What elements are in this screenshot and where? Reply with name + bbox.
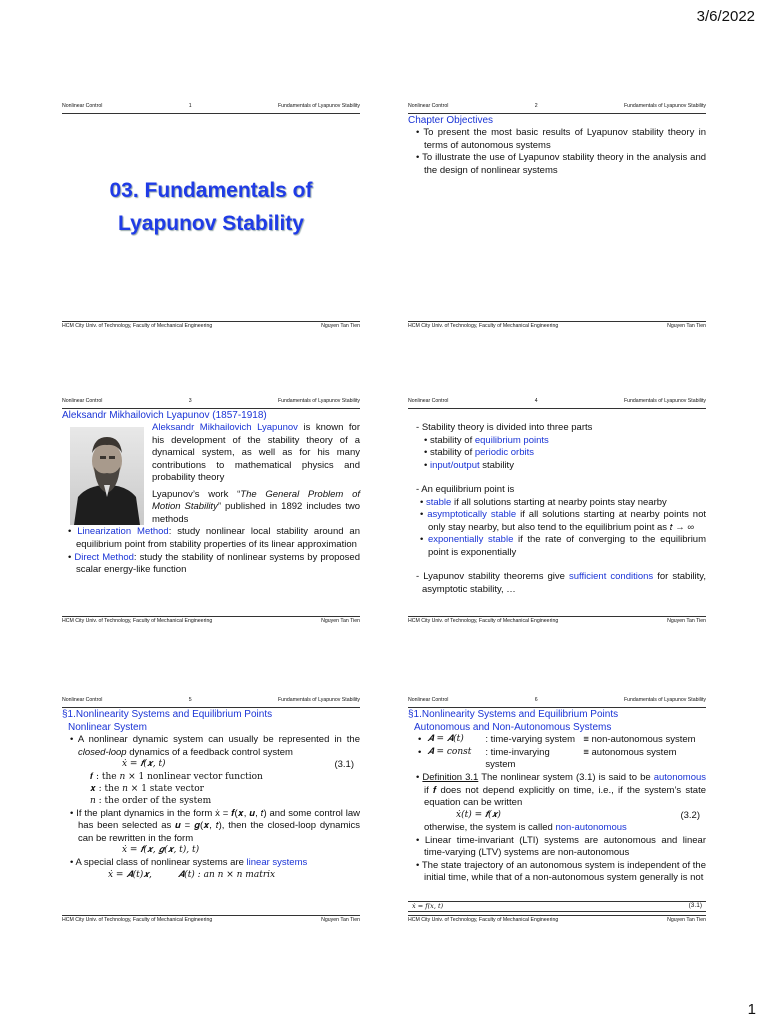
bullet-text: : time-varying system: [485, 734, 576, 746]
bullet-text: To present the most basic results of Lyapunov stability theory in terms of autonomous systems: [423, 127, 706, 151]
bullet-text: A nonlinear dynamic system can usually be represented in the: [77, 734, 360, 746]
work-suffix: ” published in 1892 includes two methods: [152, 501, 361, 525]
equation: 𝑨 = 𝑨(𝑡): [427, 734, 464, 745]
topic-name: Fundamentals of Lyapunov Stability: [277, 398, 360, 404]
term-text: if the rate of converging to the equilibrium point is exponentially: [428, 534, 707, 558]
bullet-italic: closed-loop: [78, 746, 127, 758]
bullet-text: if 𝒇 does not depend explicitly on time, i.e., if the system’s state equation can be written: [424, 784, 706, 809]
slide-number: 3: [188, 398, 192, 404]
slide-number: 1: [188, 103, 192, 109]
slide-number: 2: [534, 103, 538, 109]
print-date: 3/6/2022: [696, 8, 755, 25]
slide-6: [408, 697, 706, 925]
list-item: - Stability theory is divided into three parts: [416, 422, 593, 433]
course-name: Nonlinear Control: [62, 398, 103, 404]
author-name: Nguyen Tan Tien: [321, 323, 360, 329]
definition-term: non-autonomous: [555, 822, 627, 834]
author-name: Nguyen Tan Tien: [667, 917, 706, 923]
list-item: • stability of periodic orbits: [424, 447, 534, 459]
author-name: Nguyen Tan Tien: [321, 618, 360, 624]
topic-name: Fundamentals of Lyapunov Stability: [623, 697, 706, 703]
bullet-text: The nonlinear system (3.1) is said to be: [478, 771, 654, 783]
slide-subheading: Autonomous and Non-Autonomous Systems: [414, 722, 612, 734]
chapter-title: [62, 175, 360, 240]
list-item: • stable if all solutions starting at nearby points stay nearby: [420, 496, 667, 508]
slide-heading: §1.Nonlinearity Systems and Equilibrium Points: [408, 709, 619, 720]
slide-footer: [62, 616, 360, 625]
list-item: • A special class of nonlinear systems are linear systems: [70, 857, 308, 869]
definition-label: Definition 3.1: [422, 771, 479, 783]
otherwise-text: [408, 822, 706, 835]
school-name: HCM City Univ. of Technology, Faculty of Mechanical Engineering: [408, 323, 559, 329]
author-name: Nguyen Tan Tien: [667, 618, 706, 624]
method-text: : study nonlinear local stability around an equilibrium point from stability properties of its linear approximation: [76, 526, 360, 550]
definition-item: 𝒙 : the 𝑛 × 1 state vector: [90, 783, 204, 794]
equation: ẋ = 𝒇(𝒙, 𝑡): [122, 759, 166, 770]
slide-header: [408, 697, 706, 708]
topic-name: Fundamentals of Lyapunov Stability: [623, 398, 706, 404]
slide-footer: [62, 915, 360, 924]
equation-linear: [62, 870, 360, 882]
bullet-text: ≡ autonomous system: [583, 746, 677, 758]
topic-name: Fundamentals of Lyapunov Stability: [623, 103, 706, 109]
bio-paragraph: [152, 422, 360, 485]
list-item: • 𝑨 = 𝑨(𝑡) : time-varying system ≡ non-autonomous system: [418, 734, 696, 746]
bullet-text: : time-invarying system: [485, 746, 550, 771]
term-text: if all solutions starting at nearby points not only stay nearby, but also tend to the equilibrium point as 𝑡 → ∞: [428, 509, 706, 533]
chapter-title-line-2: Lyapunov Stability: [118, 211, 304, 235]
definition-list: [62, 772, 360, 808]
list-item: • The state trajectory of an autonomous system is independent of the initial time, while that of a non-autonomous system generally is not: [416, 859, 706, 884]
part-term: equilibrium points: [474, 434, 549, 446]
slide-body: [62, 708, 360, 881]
slide-header: [408, 398, 706, 409]
definition-item: 𝒇 : the 𝑛 × 1 nonlinear vector function: [90, 771, 263, 782]
slide-footer: [408, 616, 706, 625]
author-name: Nguyen Tan Tien: [321, 917, 360, 923]
theorem-text: Lyapunov stability theorems give: [423, 571, 570, 583]
school-name: HCM City Univ. of Technology, Faculty of Mechanical Engineering: [408, 618, 559, 624]
list-item: • 𝑨 = 𝑐𝑜𝑛𝑠𝑡 : time-invarying system ≡ autonomous system: [418, 746, 677, 771]
bio-text: is known for his development of the stability theory of a dynamical system, as well as for his many contributions to mathematical physics and probability theory: [152, 422, 360, 484]
definition-item: 𝑛 : the order of the system: [90, 795, 212, 806]
slide-header: [62, 103, 360, 114]
bullet-text: To illustrate the use of Lyapunov stability theory in the analysis and the design of nonlinear systems: [422, 152, 707, 176]
equation-number: (3.1): [334, 759, 354, 771]
term-asymptotic: asymptotically stable: [427, 509, 517, 521]
list-item: • exponentially stable if the rate of converging to the equilibrium point is exponentially: [420, 534, 707, 558]
equation-3-1: [62, 759, 360, 772]
term-exponential: exponentially stable: [427, 534, 514, 546]
list-item: • To illustrate the use of Lyapunov stability theory in the analysis and the design of nonlinear systems: [416, 152, 707, 176]
part-text: stability of: [429, 447, 475, 459]
slide-footer: [408, 915, 706, 924]
page-number: 1: [747, 1001, 756, 1018]
eq-intro-text: An equilibrium point is: [421, 484, 515, 496]
school-name: HCM City Univ. of Technology, Faculty of Mechanical Engineering: [408, 917, 559, 923]
intro-text: Stability theory is divided into three parts: [421, 422, 593, 433]
part-term: periodic orbits: [474, 447, 534, 459]
work-title: The General Problem of Motion Stability: [152, 488, 360, 513]
slide-footer: [408, 321, 706, 330]
term-text: if all solutions starting at nearby points stay nearby: [451, 496, 667, 508]
lyapunov-portrait: [70, 427, 144, 525]
list-item: - An equilibrium point is: [416, 484, 515, 496]
slide-body: [408, 422, 706, 596]
school-name: HCM City Univ. of Technology, Faculty of Mechanical Engineering: [62, 618, 213, 624]
bullet-text: dynamics of a feedback control system: [126, 746, 293, 758]
slide-number: 4: [534, 398, 538, 404]
theorem-text: for stability, asymptotic stability, …: [422, 571, 706, 595]
equation: ẋ = 𝒇(𝒙, 𝒈(𝒙, 𝑡), 𝑡): [122, 845, 200, 856]
work-paragraph: [152, 489, 360, 527]
method-name: Linearization Method: [77, 526, 169, 538]
equation-reminder-box: [408, 901, 706, 912]
course-name: Nonlinear Control: [408, 697, 449, 703]
theorem-term: sufficient conditions: [569, 571, 654, 583]
topic-name: Fundamentals of Lyapunov Stability: [277, 697, 360, 703]
term-stable: stable: [425, 496, 452, 508]
bullet-text: If the plant dynamics in the form ẋ = 𝒇(𝒙, 𝒖, 𝑡) and some control law has been selected as 𝒖 = 𝒈(𝒙, 𝑡), then the closed-loop dynamics can be rewritten in the form: [76, 807, 360, 844]
list-item: • Direct Method: study the stability of nonlinear systems by proposed scalar energy-like function: [68, 551, 360, 576]
part-term: input/output: [429, 459, 480, 471]
bullet-text: The state trajectory of an autonomous system is independent of the initial time, while that of a non-autonomous system generally is not: [421, 859, 706, 884]
slide-header: [62, 697, 360, 708]
school-name: HCM City Univ. of Technology, Faculty of Mechanical Engineering: [62, 917, 213, 923]
list-item: • stability of equilibrium points: [424, 434, 549, 446]
equation-note: 𝑨(𝑡) : an 𝑛 × 𝑛 matrix: [177, 869, 276, 880]
slide-4: [408, 398, 706, 626]
list-item: • asymptotically stable if all solutions starting at nearby points not only stay nearby, but also tend to the equilibrium point as 𝑡 → ∞: [420, 509, 706, 533]
method-name: Direct Method: [74, 551, 134, 563]
author-name: Nguyen Tan Tien: [667, 323, 706, 329]
definition-term: autonomous: [653, 771, 707, 783]
topic-name: Fundamentals of Lyapunov Stability: [277, 103, 360, 109]
equation-closed-loop: [62, 845, 360, 857]
bullet-text: Linear time-invariant (LTI) systems are autonomous and linear time-varying (LTV) systems are non-autonomous: [424, 834, 706, 859]
part-text: stability: [479, 459, 514, 471]
equation: ẋ(𝑡) = 𝒇(𝒙): [456, 809, 501, 820]
bio-name: Aleksandr Mikhailovich Lyapunov: [152, 422, 298, 434]
slide-subheading: Nonlinear System: [68, 722, 147, 734]
course-name: Nonlinear Control: [408, 103, 449, 109]
bullet-text: A special class of nonlinear systems are: [75, 857, 247, 869]
slide-heading: Chapter Objectives: [408, 115, 494, 126]
equation-3-2: [408, 810, 706, 823]
equation-number: (3.1): [688, 902, 702, 909]
equation: ẋ = 𝑓(𝑥, 𝑡): [412, 902, 444, 910]
method-text: : study the stability of nonlinear systems by proposed scalar energy-like function: [76, 551, 360, 576]
list-item: • To present the most basic results of Lyapunov stability theory in terms of autonomous systems: [416, 127, 706, 151]
list-item: • Definition 3.1 The nonlinear system (3.1) is said to be autonomous if 𝒇 does not depend explicitly on time, i.e., if the system’s state equation can be written: [416, 771, 707, 809]
part-text: stability of: [429, 434, 475, 446]
slide-3: [62, 398, 360, 626]
list-item: • input/output stability: [424, 459, 514, 471]
slide-number: 6: [534, 697, 538, 703]
slide-body: [408, 708, 706, 885]
school-name: HCM City Univ. of Technology, Faculty of Mechanical Engineering: [62, 323, 213, 329]
bullet-text: ≡ non-autonomous system: [583, 734, 696, 746]
bullet-text: otherwise, the system is called: [424, 822, 556, 834]
work-prefix: Lyapunov’s work “: [152, 488, 241, 500]
slide-heading: Aleksandr Mikhailovich Lyapunov (1857-1918): [62, 410, 267, 421]
equation: 𝑨 = 𝑐𝑜𝑛𝑠𝑡: [427, 746, 472, 757]
list-item: • Linear time-invariant (LTI) systems are autonomous and linear time-varying (LTV) systems are non-autonomous: [416, 834, 706, 859]
chapter-title-line-1: 03. Fundamentals of: [109, 179, 313, 202]
list-item: • A nonlinear dynamic system can usually be represented in the closed-loop dynamics of a feedback control system: [70, 734, 360, 758]
equation-number: (3.2): [680, 809, 700, 821]
slide-5: [62, 697, 360, 925]
slide-heading: §1.Nonlinearity Systems and Equilibrium Points: [62, 709, 273, 720]
slide-footer: [62, 321, 360, 330]
list-item: • Linearization Method: study nonlinear local stability around an equilibrium point from stability properties of its linear approximation: [68, 526, 360, 550]
list-item: • If the plant dynamics in the form ẋ = 𝒇(𝒙, 𝒖, 𝑡) and some control law has been selected as 𝒖 = 𝒈(𝒙, 𝑡), then the closed-loop dynamics can be rewritten in the form: [70, 807, 360, 844]
slide-body: [62, 409, 360, 577]
course-name: Nonlinear Control: [62, 103, 103, 109]
course-name: Nonlinear Control: [62, 697, 103, 703]
bullet-term: linear systems: [246, 857, 308, 869]
slide-2: [408, 103, 706, 331]
slide-header: [408, 103, 706, 114]
slide-body: [408, 114, 706, 177]
slide-number: 5: [188, 697, 192, 703]
list-item: - Lyapunov stability theorems give sufficient conditions for stability, asymptotic stability, …: [416, 571, 706, 595]
slide-header: [62, 398, 360, 409]
course-name: Nonlinear Control: [408, 398, 449, 404]
equation: ẋ = 𝑨(𝑡)𝒙,: [108, 869, 152, 880]
slide-1: [62, 103, 360, 331]
